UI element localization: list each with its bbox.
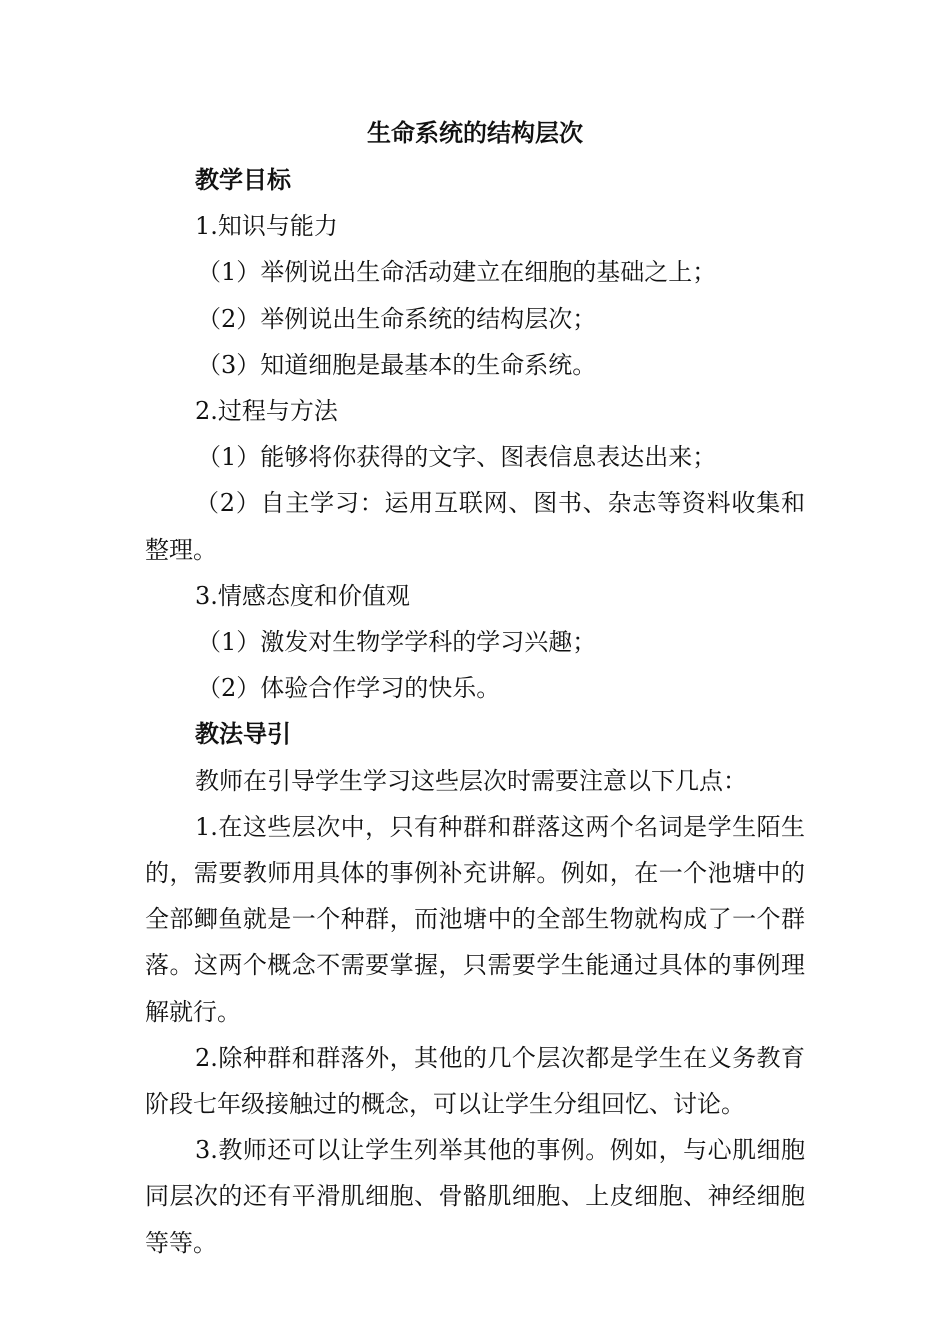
guide-intro: 教师在引导学生学习这些层次时需要注意以下几点： [195, 766, 747, 795]
document-page [145, 113, 805, 1266]
guide-point: 2.除种群和群落外，其他的几个层次都是学生在义务教育阶段七年级接触过的概念，可以让学生分组回忆、讨论。 [145, 1043, 805, 1119]
section-heading-goals: 教学目标 [195, 166, 291, 194]
list-item: （3）知道细胞是最基本的生命系统。 [197, 350, 597, 379]
list-item: （1）激发对生物学学科的学习兴趣； [197, 628, 597, 657]
list-item: （1）能够将你获得的文字、图表信息表达出来； [197, 443, 717, 472]
guide-point: 3.教师还可以让学生列举其他的事例。例如，与心肌细胞同层次的还有平滑肌细胞、骨骼肌细胞、上皮细胞、神经细胞等等。 [145, 1136, 805, 1257]
section-heading-guide: 教法导引 [195, 720, 291, 749]
list-item: （1）举例说出生命活动建立在细胞的基础之上； [197, 258, 717, 287]
list-item: （2）举例说出生命系统的结构层次； [197, 304, 597, 333]
document-title: 生命系统的结构层次 [367, 119, 583, 147]
list-item: （2）自主学习：运用互联网、图书、杂志等资料收集和整理。 [145, 489, 805, 564]
list-item: （2）体验合作学习的快乐。 [197, 674, 501, 703]
subheading-attitude: 3.情感态度和价值观 [195, 581, 410, 610]
subheading-process: 2.过程与方法 [195, 397, 338, 426]
guide-point: 1.在这些层次中，只有种群和群落这两个名词是学生陌生的，需要教师用具体的事例补充讲解。例如，在一个池塘中的全部鲫鱼就是一个种群，而池塘中的全部生物就构成了一个群落。这两个概念不需要掌握，只需要学生能通过具体的事例理解就行。 [145, 812, 805, 1026]
subheading-knowledge: 1.知识与能力 [195, 212, 338, 241]
